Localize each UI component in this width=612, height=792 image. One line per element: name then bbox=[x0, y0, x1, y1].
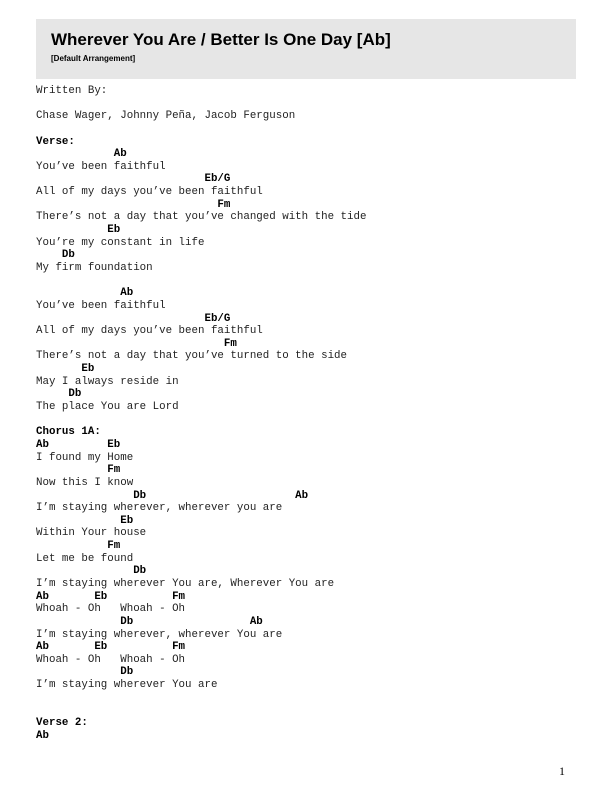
lyric-line: All of my days you’ve been faithful bbox=[36, 325, 263, 338]
arrangement-label: [Default Arrangement] bbox=[51, 54, 136, 63]
chord-line: Fm bbox=[36, 198, 231, 211]
chord-line: Eb bbox=[36, 224, 121, 237]
chord-line: Ab bbox=[36, 148, 127, 161]
blank-line bbox=[36, 123, 596, 136]
chord-line: Eb bbox=[36, 514, 134, 527]
lyric-line: Whoah - Oh Whoah - Oh bbox=[36, 603, 186, 616]
song-title: Wherever You Are / Better Is One Day [Ab] bbox=[51, 30, 391, 49]
blank-line bbox=[36, 98, 596, 111]
lyric-line: Let me be found bbox=[36, 552, 134, 565]
blank-line bbox=[36, 275, 596, 288]
section-heading: Verse: bbox=[36, 135, 75, 148]
section-heading: Chorus 1A: bbox=[36, 426, 101, 439]
lyric-line: You’ve been faithful bbox=[36, 299, 166, 312]
lyric-line: You’ve been faithful bbox=[36, 160, 166, 173]
lyric-line: You’re my constant in life bbox=[36, 236, 205, 249]
chord-line: Fm bbox=[36, 540, 121, 553]
lyric-line: Within Your house bbox=[36, 527, 147, 540]
chord-line: Ab bbox=[36, 729, 49, 742]
chord-line: Db bbox=[36, 388, 82, 401]
song-header bbox=[36, 19, 576, 79]
lyric-line: I’m staying wherever You are, Wherever You are bbox=[36, 577, 335, 590]
chord-line: Ab bbox=[36, 287, 134, 300]
lyric-line: The place You are Lord bbox=[36, 401, 179, 414]
lyric-line: I found my Home bbox=[36, 451, 134, 464]
chord-line: Db bbox=[36, 666, 134, 679]
page-number: 1 bbox=[559, 764, 565, 778]
section-heading: Verse 2: bbox=[36, 717, 88, 730]
lyric-line: I’m staying wherever, wherever You are bbox=[36, 628, 283, 641]
chord-line: Db bbox=[36, 565, 147, 578]
chord-line: Ab Eb bbox=[36, 438, 121, 451]
lyric-line: I’m staying wherever You are bbox=[36, 679, 218, 692]
lyric-line: There’s not a day that you’ve changed with the tide bbox=[36, 211, 367, 224]
lyric-line: Now this I know bbox=[36, 476, 134, 489]
blank-line bbox=[36, 692, 596, 705]
chord-line: Db Ab bbox=[36, 489, 309, 502]
lyric-line: All of my days you’ve been faithful bbox=[36, 186, 263, 199]
chord-line: Eb/G bbox=[36, 312, 231, 325]
lyric-line: My firm foundation bbox=[36, 261, 153, 274]
chord-line: Eb bbox=[36, 363, 95, 376]
song-body bbox=[36, 85, 596, 742]
chord-line: Db bbox=[36, 249, 75, 262]
lyric-line: There’s not a day that you’ve turned to the side bbox=[36, 350, 348, 363]
blank-line bbox=[36, 704, 596, 717]
lyric-line: Written By: bbox=[36, 85, 108, 97]
chord-line: Fm bbox=[36, 337, 237, 350]
blank-line bbox=[36, 414, 596, 427]
lyric-line: Whoah - Oh Whoah - Oh bbox=[36, 653, 186, 666]
chord-line: Db Ab bbox=[36, 615, 263, 628]
chord-line: Ab Eb Fm bbox=[36, 641, 186, 654]
chord-line: Ab Eb Fm bbox=[36, 590, 186, 603]
lyric-line: May I always reside in bbox=[36, 375, 179, 388]
chord-line: Fm bbox=[36, 464, 121, 477]
lyric-line: Chase Wager, Johnny Peña, Jacob Ferguson bbox=[36, 110, 296, 123]
lyric-line: I’m staying wherever, wherever you are bbox=[36, 502, 283, 515]
chord-line: Eb/G bbox=[36, 173, 231, 186]
